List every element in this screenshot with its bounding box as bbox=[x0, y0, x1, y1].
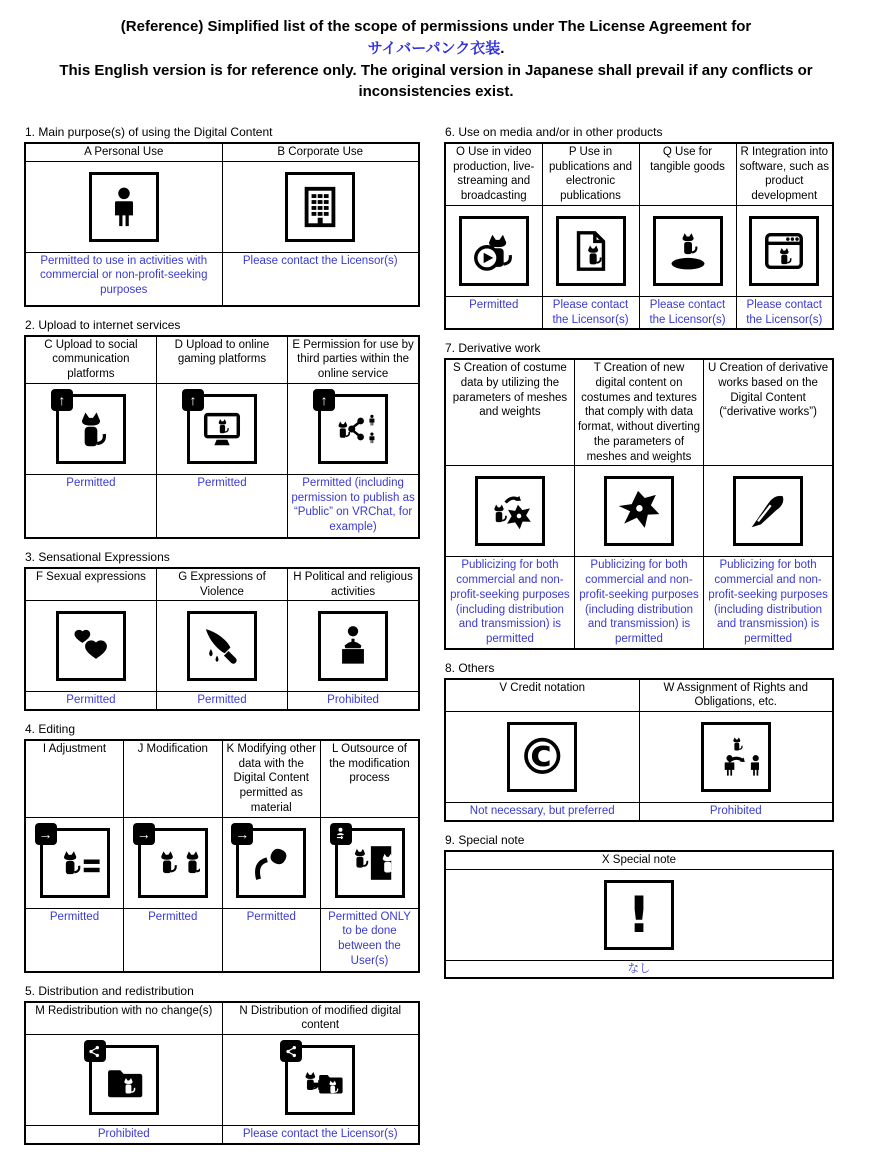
left-column bbox=[24, 125, 420, 1156]
header-l: L Outsource of the modification process bbox=[321, 740, 420, 817]
section-5-distribution bbox=[24, 984, 420, 1145]
status-x: なし bbox=[445, 960, 833, 978]
header-o: O Use in video production, live-streaming and broadcasting bbox=[445, 143, 542, 205]
status-v: Not necessary, but preferred bbox=[445, 803, 639, 821]
header-j: J Modification bbox=[124, 740, 223, 817]
status-i: Permitted bbox=[25, 908, 124, 972]
outsource-door-cats-icon bbox=[335, 828, 405, 898]
section-4-title: 4. Editing bbox=[25, 722, 76, 737]
modify-cat-part-icon bbox=[235, 825, 306, 898]
status-q: Please contact the Licensor(s) bbox=[639, 296, 736, 329]
upload-share-users-icon bbox=[318, 391, 388, 464]
title-line1: (Reference) Simplified list of the scope of permissions under The License Agreement for bbox=[120, 18, 752, 35]
header-i: I Adjustment bbox=[25, 740, 124, 817]
header-f: F Sexual expressions bbox=[25, 568, 156, 601]
status-u: Publicizing for both commercial and non-profit-seeking purposes (including distribution and transmission) is permitted bbox=[704, 557, 833, 649]
derive-cat-costume-icon bbox=[475, 476, 545, 546]
share-folder-cat-icon bbox=[89, 1045, 159, 1115]
section-6-media bbox=[444, 125, 834, 330]
person-icon bbox=[89, 172, 159, 242]
status-g: Permitted bbox=[156, 692, 287, 710]
section-7-title: 7. Derivative work bbox=[445, 341, 541, 356]
upload-cat-icon bbox=[56, 391, 126, 464]
section-2-upload bbox=[24, 318, 420, 539]
software-window-cat-icon bbox=[749, 216, 819, 286]
document-cat-icon bbox=[556, 216, 626, 286]
section-9-special-note bbox=[444, 833, 834, 979]
section-6-title: 6. Use on media and/or in other products bbox=[445, 125, 663, 139]
status-m: Prohibited bbox=[25, 1126, 222, 1144]
status-h: Prohibited bbox=[288, 692, 419, 710]
status-e: Permitted (including permission to publish as “Public” on VRChat, for example) bbox=[288, 474, 419, 538]
header-u: U Creation of derivative works based on the Digital Content (“derivative works”) bbox=[704, 359, 833, 466]
costume-icon bbox=[604, 476, 674, 546]
header-g: G Expressions of Violence bbox=[156, 568, 287, 601]
status-s: Publicizing for both commercial and non-profit-seeking purposes (including distribution and transmission) is permitted bbox=[445, 557, 574, 649]
section-2-title: 2. Upload to internet services bbox=[25, 317, 181, 332]
exclamation-icon: ! bbox=[604, 880, 674, 950]
header-k: K Modifying other data with the Digital Content permitted as material bbox=[222, 740, 321, 817]
header-t: T Creation of new digital content on costumes and textures that comply with data format, without diverting the parameters of meshes and weights bbox=[574, 359, 703, 466]
header-w: W Assignment of Rights and Obligations, etc. bbox=[639, 679, 833, 712]
section-1-title: 1. Main purpose(s) of using the Digital Content bbox=[25, 125, 273, 139]
header-d: D Upload to online gaming platforms bbox=[156, 336, 287, 384]
header-e: E Permission for use by third parties within the online service bbox=[288, 336, 419, 384]
header-c: C Upload to social communication platforms bbox=[25, 336, 156, 384]
title-period: . bbox=[500, 39, 505, 57]
share-folder-modified-icon bbox=[285, 1045, 355, 1115]
section-4-editing bbox=[24, 722, 420, 973]
header-r: R Integration into software, such as product development bbox=[736, 143, 833, 205]
section-4-table bbox=[24, 739, 420, 973]
status-f: Permitted bbox=[25, 692, 156, 710]
section-2-table bbox=[24, 335, 420, 539]
content-columns bbox=[0, 125, 872, 1156]
figurine-cat-icon bbox=[653, 216, 723, 286]
share-badge-icon bbox=[280, 1040, 302, 1062]
knife-icon bbox=[187, 611, 257, 681]
status-b: Please contact the Licensor(s) bbox=[222, 252, 419, 306]
edit-arrow-badge-icon: → bbox=[35, 823, 57, 845]
status-l: Permitted ONLY to be done between the User(s) bbox=[321, 908, 420, 972]
upload-arrow-badge-icon: ↑ bbox=[313, 389, 335, 411]
product-name-link[interactable]: サイバーパンク衣装 bbox=[367, 39, 501, 57]
rights-transfer-icon bbox=[701, 722, 771, 792]
status-d: Permitted bbox=[156, 474, 287, 538]
building-icon bbox=[285, 172, 355, 242]
section-1-main-purpose bbox=[24, 125, 420, 307]
header-n: N Distribution of modified digital content bbox=[222, 1002, 419, 1035]
section-5-table bbox=[24, 1001, 420, 1145]
status-a: Permitted to use in activities with commercial or non-profit-seeking purposes bbox=[25, 252, 222, 306]
section-6-table bbox=[444, 142, 834, 330]
header-s: S Creation of costume data by utilizing the parameters of meshes and weights bbox=[445, 359, 574, 466]
title-disclaimer: This English version is for reference only. The original version in Japanese shall prevail if any conflicts or inconsistencies exist. bbox=[59, 61, 813, 101]
speaker-podium-icon bbox=[318, 611, 388, 681]
status-p: Please contact the Licensor(s) bbox=[542, 296, 639, 329]
header-q: Q Use for tangible goods bbox=[639, 143, 736, 205]
section-1-table bbox=[24, 142, 420, 307]
section-3-title: 3. Sensational Expressions bbox=[25, 549, 170, 564]
hearts-icon bbox=[56, 611, 126, 681]
page-title bbox=[33, 16, 839, 103]
section-8-others bbox=[444, 661, 834, 822]
header-v: V Credit notation bbox=[445, 679, 639, 712]
copyright-icon: © bbox=[507, 722, 577, 792]
upload-arrow-badge-icon: ↑ bbox=[182, 389, 204, 411]
status-j: Permitted bbox=[124, 908, 223, 972]
status-w: Prohibited bbox=[639, 803, 833, 821]
modify-two-cats-icon bbox=[136, 825, 208, 898]
section-3-sensational bbox=[24, 550, 420, 711]
right-column bbox=[444, 125, 834, 990]
header-h: H Political and religious activities bbox=[288, 568, 419, 601]
status-c: Permitted bbox=[25, 474, 156, 538]
status-r: Please contact the Licensor(s) bbox=[736, 296, 833, 329]
header-p: P Use in publications and electronic publications bbox=[542, 143, 639, 205]
edit-arrow-badge-icon: → bbox=[231, 823, 253, 845]
upload-monitor-cat-icon bbox=[187, 391, 257, 464]
pen-nib-icon bbox=[733, 476, 803, 546]
upload-arrow-badge-icon: ↑ bbox=[51, 389, 73, 411]
section-9-title: 9. Special note bbox=[445, 832, 525, 847]
section-8-table bbox=[444, 678, 834, 822]
share-badge-icon bbox=[84, 1040, 106, 1062]
edit-arrow-badge-icon: → bbox=[133, 823, 155, 845]
status-k: Permitted bbox=[222, 908, 321, 972]
section-3-table bbox=[24, 567, 420, 711]
header-a-personal-use: A Personal Use bbox=[25, 143, 222, 161]
status-o: Permitted bbox=[445, 296, 542, 329]
header-x: X Special note bbox=[445, 851, 833, 869]
status-t: Publicizing for both commercial and non-profit-seeking purposes (including distribution and transmission) is permitted bbox=[574, 557, 703, 649]
header-m: M Redistribution with no change(s) bbox=[25, 1002, 222, 1035]
outsource-person-arrow-badge-icon bbox=[330, 823, 352, 845]
section-7-table bbox=[444, 358, 834, 649]
section-9-table bbox=[444, 850, 834, 979]
section-8-title: 8. Others bbox=[445, 660, 495, 675]
section-5-title: 5. Distribution and redistribution bbox=[25, 983, 194, 998]
status-n: Please contact the Licensor(s) bbox=[222, 1126, 419, 1144]
header-b-corporate-use: B Corporate Use bbox=[222, 143, 419, 161]
adjust-cat-equal-icon bbox=[38, 825, 110, 898]
video-play-cat-icon bbox=[459, 216, 529, 286]
section-7-derivative bbox=[444, 341, 834, 649]
